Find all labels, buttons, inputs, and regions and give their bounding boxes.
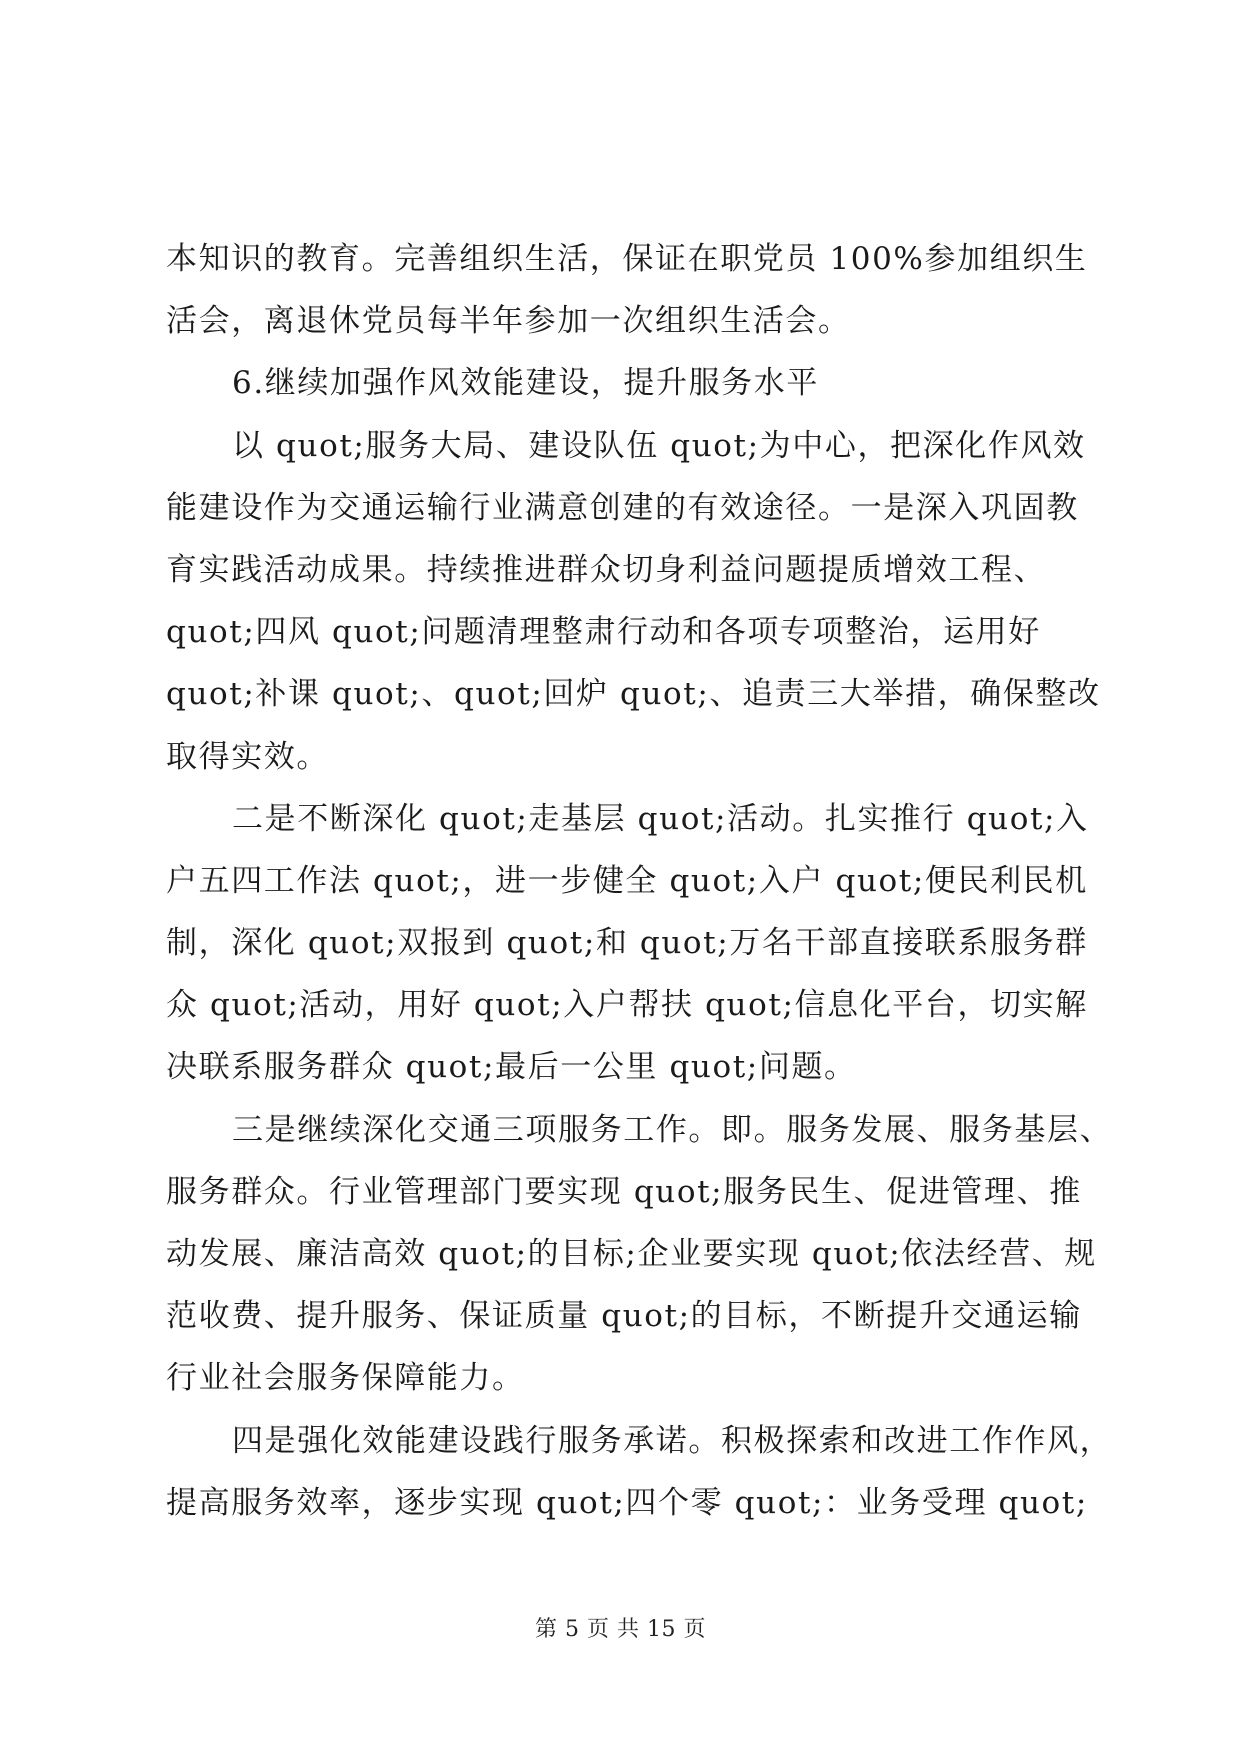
text-line: 四是强化效能建设践行服务承诺。积极探索和改进工作作风，	[232, 1422, 1113, 1459]
section-heading: 6.继续加强作风效能建设，提升服务水平	[232, 365, 819, 402]
text-line: 动发展、廉洁高效 quot;的目标;企业要实现 quot;依法经营、规	[166, 1236, 1097, 1272]
page-number-footer: 第 5 页 共 15 页	[535, 1617, 706, 1642]
text-line: 服务群众。行业管理部门要实现 quot;服务民生、促进管理、推	[166, 1173, 1082, 1210]
text-line: quot;补课 quot;、quot;回炉 quot;、追责三大举措，确保整改	[166, 676, 1101, 713]
text-line: 能建设作为交通运输行业满意创建的有效途径。一是深入巩固教	[166, 489, 1079, 526]
text-line: 户五四工作法 quot;，进一步健全 quot;入户 quot;便民利民机	[166, 862, 1088, 899]
text-line: 众 quot;活动，用好 quot;入户帮扶 quot;信息化平台，切实解	[166, 987, 1088, 1024]
text-line: 以 quot;服务大局、建设队伍 quot;为中心，把深化作风效	[232, 427, 1086, 464]
text-line: 制，深化 quot;双报到 quot;和 quot;万名干部直接联系服务群	[166, 925, 1088, 962]
document-body	[166, 228, 1113, 1534]
text-line: 决联系服务群众 quot;最后一公里 quot;问题。	[166, 1049, 857, 1086]
text-line: quot;四风 quot;问题清理整肃行动和各项专项整治，运用好	[166, 614, 1041, 651]
text-line: 范收费、提升服务、保证质量 quot;的目标，不断提升交通运输	[166, 1298, 1082, 1335]
text-line: 行业社会服务保障能力。	[166, 1360, 525, 1397]
text-line: 取得实效。	[166, 738, 329, 775]
text-line: 二是不断深化 quot;走基层 quot;活动。扎实推行 quot;入	[232, 800, 1089, 837]
text-line: 活会，离退休党员每半年参加一次组织生活会。	[166, 303, 851, 340]
text-line: 三是继续深化交通三项服务工作。即。服务发展、服务基层、	[232, 1111, 1113, 1148]
text-line: 本知识的教育。完善组织生活，保证在职党员 100%参加组织生	[166, 241, 1088, 277]
text-line: 育实践活动成果。持续推进群众切身利益问题提质增效工程、	[166, 551, 1047, 588]
text-line: 提高服务效率，逐步实现 quot;四个零 quot;：业务受理 quot;	[166, 1484, 1088, 1521]
